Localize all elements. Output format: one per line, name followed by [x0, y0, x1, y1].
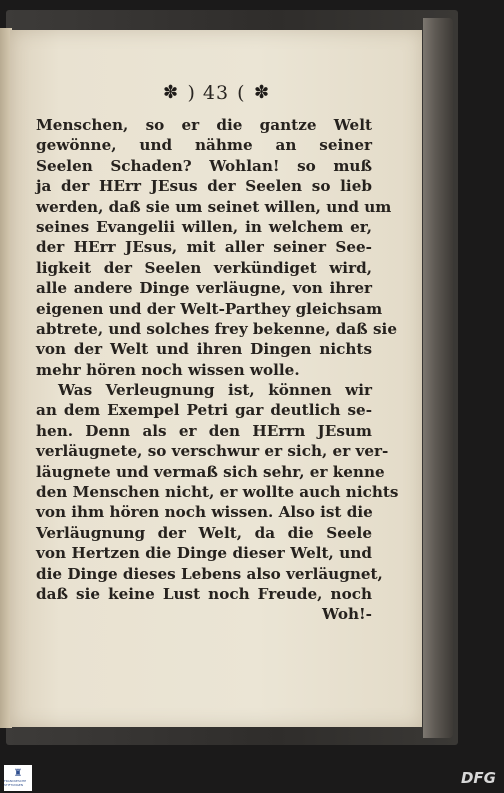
text-line: von ihm hören noch wissen. Also ist die — [36, 503, 373, 522]
rosette-ornament-right: ✽ — [253, 82, 270, 103]
page-number: 43 — [202, 82, 230, 104]
book-page — [10, 30, 422, 727]
text-line: die Dinge dieses Lebens also verläugnet, — [36, 564, 383, 583]
text-line: von der Welt und ihren Dingen nichts — [36, 340, 372, 359]
text-line: hen. Denn als er den HErrn JEsum — [36, 421, 372, 440]
library-logo-text: FRANCKESCHE STIFTUNGEN — [4, 779, 27, 787]
viewer-footer — [0, 763, 504, 793]
cover-edge — [423, 18, 453, 738]
right-paren: ( — [237, 82, 245, 104]
text-line: Was Verleugnung ist, können wir — [58, 381, 372, 400]
text-line: mehr hören noch wissen wolle. — [36, 360, 300, 379]
text-line: Seelen Schaden? Wohlan! so muß — [36, 156, 372, 175]
page-header — [10, 78, 422, 108]
text-line: werden, daß sie um seinet willen, und um — [36, 197, 392, 216]
text-line: ja der HErr JEsus der Seelen so lieb — [36, 177, 372, 196]
text-line: Menschen, so er die gantze Welt — [36, 116, 372, 134]
text-line: an dem Exempel Petri gar deutlich se- — [36, 401, 372, 420]
rosette-ornament-left: ✽ — [162, 82, 179, 103]
body-text — [36, 115, 399, 625]
left-paren: ) — [187, 82, 195, 104]
text-line: abtrete, und solches frey bekenne, daß sie — [36, 319, 397, 338]
text-line: gewönne, und nähme an seiner — [36, 136, 372, 155]
text-line: seines Evangelii willen, in welchem er, — [36, 217, 372, 236]
text-line: alle andere Dinge verläugne, von ihrer — [36, 279, 372, 298]
dfg-logo[interactable]: DFG — [460, 769, 496, 787]
library-logo-icon: ♜ — [13, 768, 23, 779]
franckesche-stiftungen-logo[interactable] — [4, 765, 32, 791]
catchword: Woh!- — [322, 605, 372, 624]
text-line: der HErr JEsus, mit aller seiner See- — [36, 238, 372, 257]
text-line: Verläugnung der Welt, da die Seele — [36, 523, 372, 542]
text-line: läugnete und vermaß sich sehr, er kenne — [36, 462, 385, 481]
text-line: den Menschen nicht, er wollte auch nichts — [36, 483, 399, 502]
text-line: ligkeit der Seelen verkündiget wird, — [36, 258, 372, 277]
text-line: eigenen und der Welt-Parthey gleichsam — [36, 299, 383, 318]
text-line: von Hertzen die Dinge dieser Welt, und — [36, 544, 372, 563]
text-line: verläugnete, so verschwur er sich, er ver- — [36, 442, 389, 461]
text-line: daß sie keine Lust noch Freude, noch — [36, 584, 372, 603]
